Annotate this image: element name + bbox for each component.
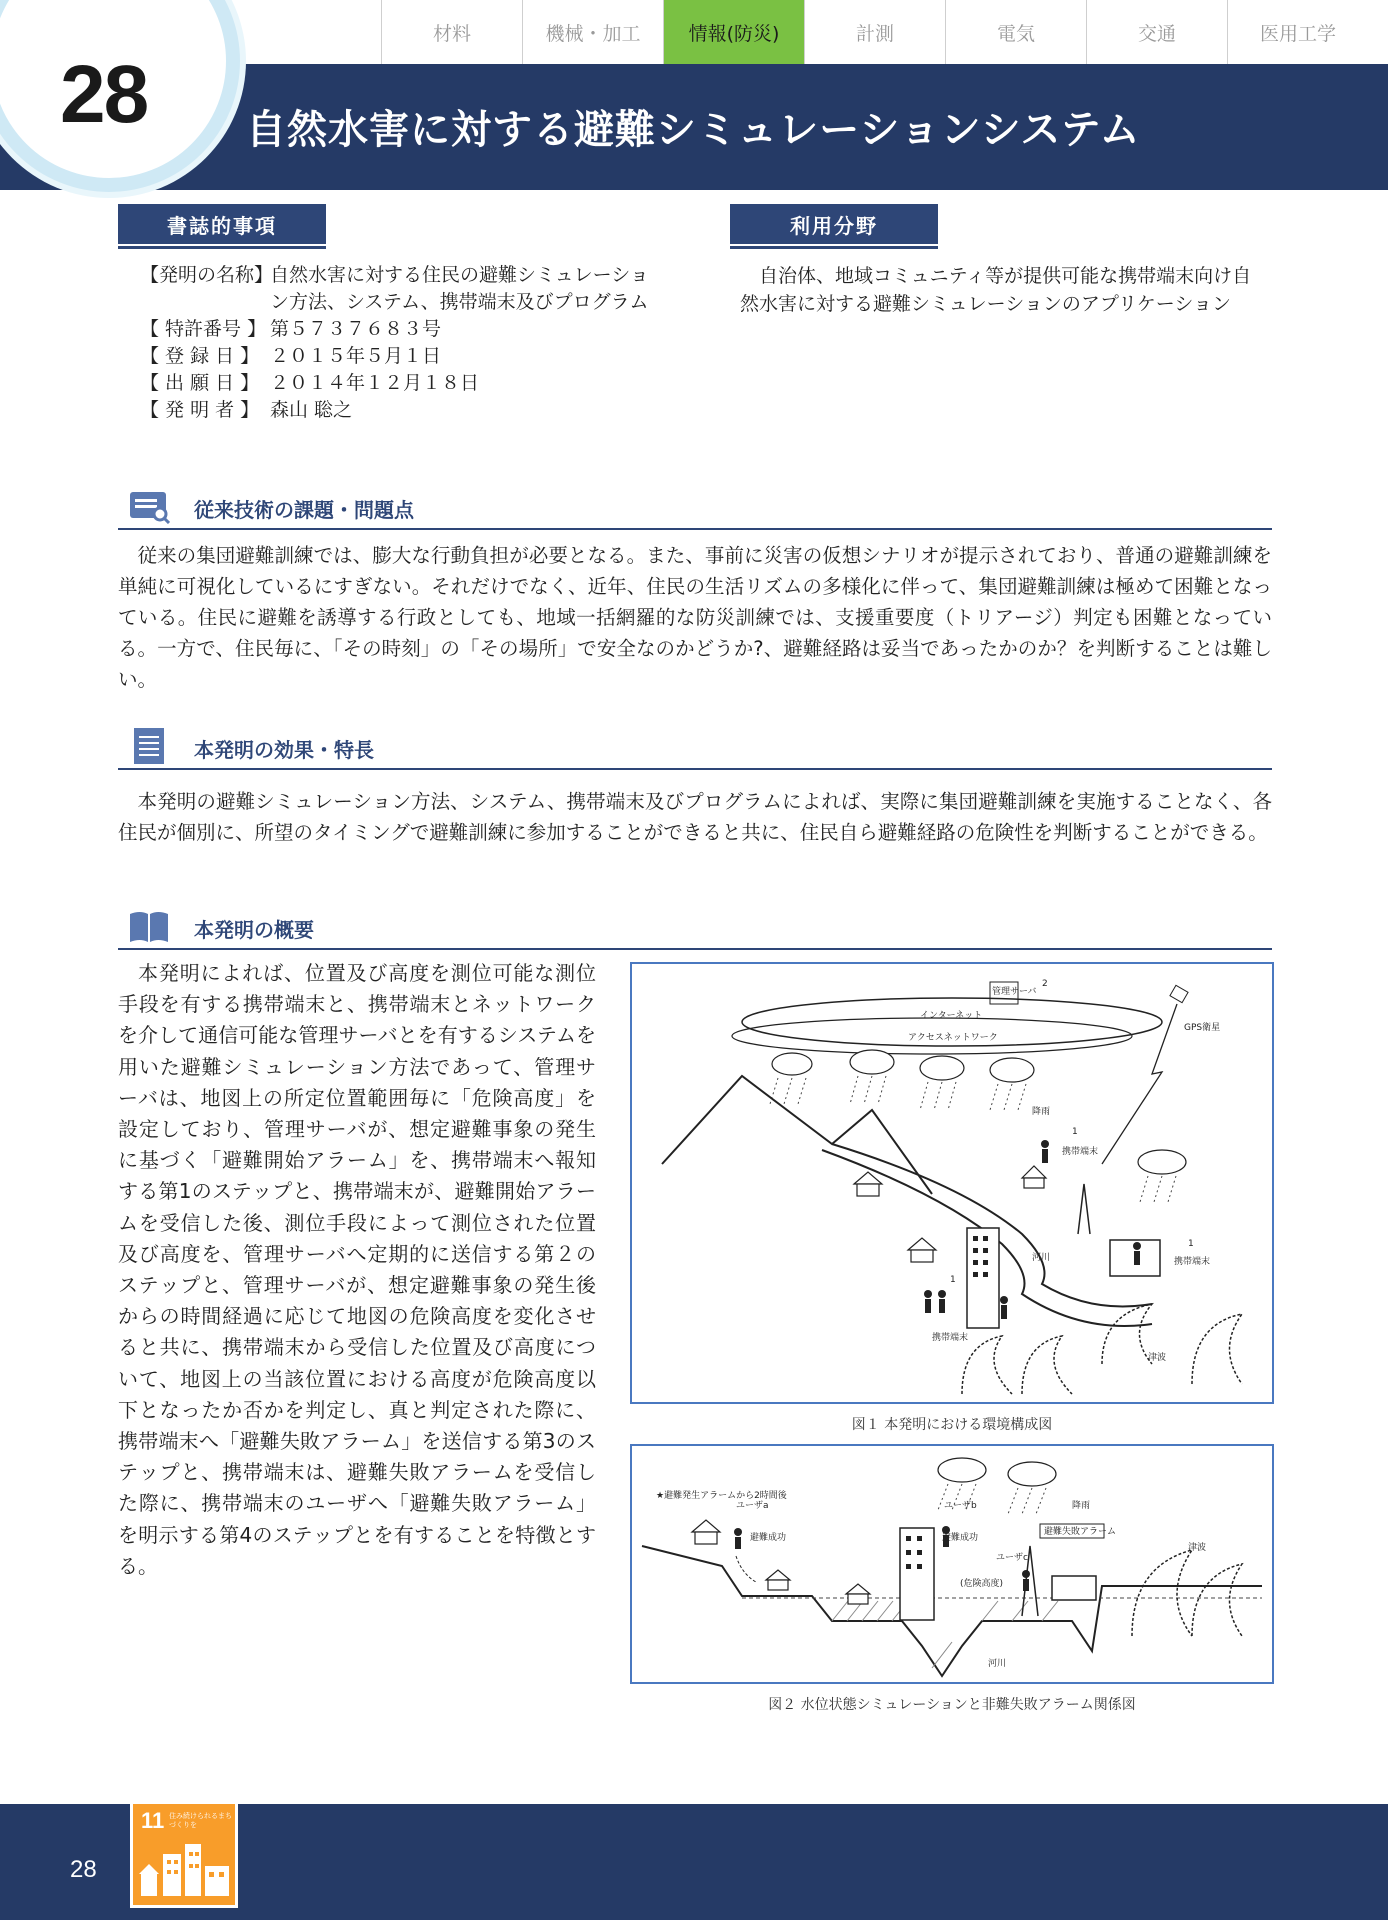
magnifier-document-icon (128, 488, 170, 524)
city-buildings-icon (137, 1840, 237, 1900)
biblio-value: 自然水害に対する住民の避難シミュレーション方法、システム、携帯端末及びプログラム (270, 264, 649, 313)
biblio-value: ２０１５年５月１日 (270, 345, 442, 367)
open-book-icon (128, 908, 170, 944)
tab-6[interactable]: 医用工学 (1227, 0, 1368, 64)
svg-text:ユーザa: ユーザa (736, 1501, 769, 1511)
svg-text:降雨: 降雨 (1072, 1501, 1091, 1511)
usage-text: 自治体、地域コミュニティ等が提供可能な携帯端末向け自然水害に対する避難シミュレーションのアプリケーション (740, 265, 1252, 315)
svg-text:携帯端末: 携帯端末 (1174, 1257, 1211, 1267)
svg-text:津波: 津波 (1148, 1353, 1167, 1363)
terrain-profile (642, 1546, 1262, 1676)
overview-section-header (118, 904, 1272, 950)
svg-text:1: 1 (950, 1275, 956, 1285)
svg-text:ユーザb: ユーザb (944, 1501, 977, 1511)
svg-text:津波: 津波 (1188, 1543, 1207, 1553)
effect-section-header (118, 724, 1272, 770)
biblio-row (140, 370, 650, 397)
category-tabs (381, 0, 1388, 64)
svg-text:(危険高度): (危険高度) (960, 1579, 1004, 1589)
overview-heading: 本発明の概要 (194, 918, 314, 942)
biblio-key: 【 出 願 日 】 (140, 372, 260, 394)
biblio-key: 【 登 録 日 】 (140, 345, 260, 367)
svg-text:河川: 河川 (1032, 1253, 1051, 1263)
biblio-value: ２０１４年１２月１８日 (270, 372, 480, 394)
problem-section-header (118, 484, 1272, 530)
biblio-row (140, 262, 650, 316)
figure-2-illustration (632, 1446, 1272, 1682)
figure-1-environment-diagram (630, 962, 1274, 1404)
biblio-table (140, 262, 650, 424)
svg-text:避難成功: 避難成功 (942, 1533, 979, 1543)
svg-text:アクセスネットワーク: アクセスネットワーク (908, 1033, 998, 1043)
svg-text:★避難発生アラームから2時間後: ★避難発生アラームから2時間後 (656, 1491, 787, 1501)
figure-2-water-level-diagram (630, 1444, 1274, 1684)
sdg-text: 住み続けられるまちづくりを (169, 1812, 232, 1829)
figure-1-illustration (632, 964, 1272, 1402)
biblio-value: 第５７３７６８３号 (270, 318, 442, 340)
tab-2[interactable]: 情報(防災) (663, 0, 804, 64)
svg-text:携帯端末: 携帯端末 (932, 1333, 969, 1343)
biblio-value: 森山 聡之 (270, 399, 353, 421)
biblio-heading: 書誌的事項 (118, 204, 326, 244)
svg-text:管理サーバ: 管理サーバ (992, 987, 1037, 997)
effect-heading: 本発明の効果・特長 (194, 738, 374, 762)
mountains (662, 1076, 932, 1194)
svg-text:1: 1 (1188, 1239, 1194, 1249)
problem-heading: 従来技術の課題・問題点 (194, 498, 414, 522)
tab-3[interactable]: 計測 (804, 0, 945, 64)
biblio-row (140, 397, 650, 424)
svg-text:避難成功: 避難成功 (750, 1533, 787, 1543)
svg-text:降雨: 降雨 (1032, 1107, 1051, 1117)
page-number-badge: 28 (60, 49, 148, 140)
footer-page-number: 28 (70, 1856, 97, 1883)
effect-text: 本発明の避難シミュレーション方法、システム、携帯端末及びプログラムによれば、実際に集団避難訓練を実施することなく、各住民が個別に、所望のタイミングで避難訓練に参加することができると共に、住民自ら避難経路の危険性を判断することができる。 (118, 790, 1272, 844)
biblio-row (140, 316, 650, 343)
figure-1-caption: 図１ 本発明における環境構成図 (851, 1417, 1053, 1433)
gps-satellite-icon (1170, 985, 1188, 1002)
biblio-key: 【 特許番号 】 (140, 318, 267, 340)
svg-text:ユーザc: ユーザc (996, 1553, 1028, 1563)
svg-text:河川: 河川 (988, 1659, 1007, 1669)
sdg-number: 11 (141, 1808, 165, 1833)
svg-text:インターネット: インターネット (920, 1011, 983, 1021)
problem-text: 従来の集団避難訓練では、膨大な行動負担が必要となる。また、事前に災害の仮想シナリオが提示されており、普通の避難訓練を単純に可視化しているにすぎない。それだけでなく、近年、住民の生活リズムの多様化に伴って、集団避難訓練は極めて困難となっている。住民に避難を誘導する行政としても、地域一括網羅的な防災訓練では、支援重要度（トリアージ）判定も困難となっている。一方で、住民毎に、「その時刻」の「その場所」で安全なのかどうか?、避難経路は妥当であったかのか？を判断することは難しい。 (118, 544, 1272, 691)
usage-heading: 利用分野 (730, 204, 938, 244)
biblio-key: 【 発 明 者 】 (140, 399, 260, 421)
tab-1[interactable]: 機械・加工 (522, 0, 663, 64)
tab-4[interactable]: 電気 (945, 0, 1086, 64)
tab-0[interactable]: 材料 (381, 0, 522, 64)
tab-5[interactable]: 交通 (1086, 0, 1227, 64)
sdg-11-badge (130, 1804, 238, 1908)
document-icon (128, 728, 170, 764)
svg-text:2: 2 (1042, 979, 1048, 989)
svg-text:GPS衛星: GPS衛星 (1184, 1023, 1221, 1033)
building-icon (967, 1228, 999, 1328)
svg-text:避難失敗アラーム: 避難失敗アラーム (1044, 1527, 1117, 1537)
svg-text:1: 1 (1072, 1127, 1078, 1137)
biblio-key: 【発明の名称】 (140, 264, 274, 286)
svg-text:携帯端末: 携帯端末 (1062, 1147, 1099, 1157)
overview-text: 本発明によれば、位置及び高度を測位可能な測位手段を有する携帯端末と、携帯端末とネットワークを介して通信可能な管理サーバとを有するシステムを用いた避難シミュレーション方法であって、管理サーバは、地図上の所定位置範囲毎に「危険高度」を設定しており、管理サーバが、想定避難事象の発生に基づく「避難開始アラーム」を、携帯端末へ報知する第1のステップと、携帯端末が、避難開始アラームを受信した後、測位手段によって測位された位置及び高度を、管理サーバへ定期的に送信する第２のステップと、管理サーバが、想定避難事象の発生後からの時間経過に応じて地図の危険高度を変化させると共に、携帯端末から受信した位置及び高度について、地図上の当該位置における高度が危険高度以下となったか否かを判定し、真と判定された際に、携帯端末へ「避難失敗アラーム」を送信する第3のステップと、携帯端末は、避難失敗アラームを受信した際に、携帯端末のユーザへ「避難失敗アラーム」を明示する第4のステップとを有することを特徴とする。 (118, 961, 596, 1578)
figure-2-caption: 図２ 水位状態シミュレーションと非難失敗アラーム関係図 (768, 1697, 1136, 1713)
biblio-row (140, 343, 650, 370)
page-title: 自然水害に対する避難シミュレーションシステム (246, 107, 1141, 153)
